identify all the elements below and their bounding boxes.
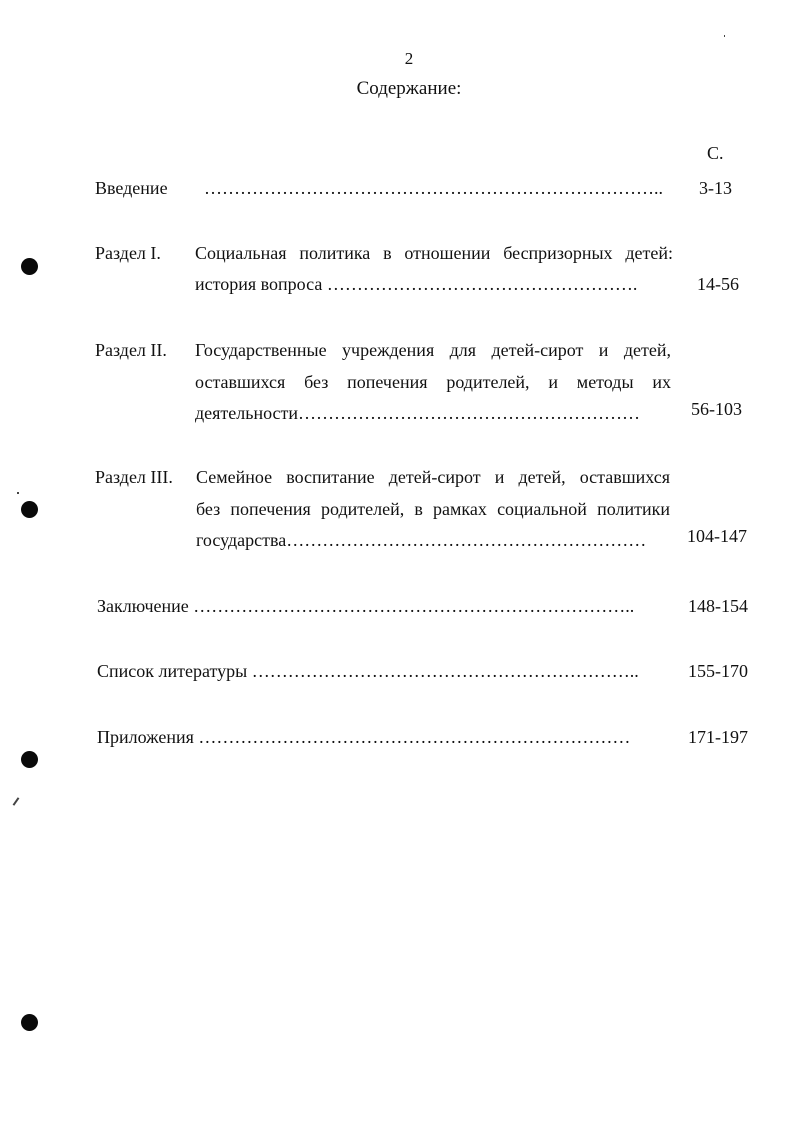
page-title: Содержание: — [356, 78, 462, 99]
toc-entry-line: без попечения родителей, в рамках социальной политики — [196, 499, 670, 519]
toc-entry-label: Раздел I. — [95, 243, 161, 263]
toc-entry-label: Раздел II. — [95, 340, 167, 360]
scan-speck — [17, 492, 19, 494]
toc-entry-line: Государственные учреждения для детей-сирот и детей, — [195, 340, 671, 360]
punch-hole — [21, 258, 38, 275]
toc-entry-section-1 — [95, 242, 675, 302]
toc-entry-section-2 — [95, 339, 675, 429]
toc-entry-text: Список литературы ……………………………………………………….. — [97, 661, 639, 681]
punch-hole — [21, 751, 38, 768]
toc-entry-line: деятельности………………………………………………… — [195, 403, 641, 423]
toc-entry-pages: 148-154 — [688, 596, 748, 616]
toc-entry-line: история вопроса ……………………………………………. — [195, 274, 638, 294]
scan-speck — [13, 797, 20, 806]
toc-entry-text: Заключение ……………………………………………………………….. — [97, 596, 635, 616]
punch-hole — [21, 1014, 38, 1031]
toc-entry-section-3 — [95, 466, 675, 556]
toc-entry-line: Семейное воспитание детей-сирот и детей, оставшихся — [196, 467, 670, 487]
toc-entry-pages: 56-103 — [691, 399, 742, 419]
page-number: 2 — [404, 49, 414, 68]
toc-entry-pages: 171-197 — [688, 727, 748, 747]
toc-entry-line: оставшихся без попечения родителей, и методы их — [195, 372, 671, 392]
toc-entry-pages: 14-56 — [697, 274, 739, 294]
toc-entry-pages: 155-170 — [688, 661, 748, 681]
pages-column-header: С. — [707, 143, 724, 163]
toc-entry-pages: 3-13 — [699, 178, 732, 198]
punch-hole — [21, 501, 38, 518]
toc-entry-text: Приложения ……………………………………………………………… — [97, 727, 631, 747]
toc-entry-label: Раздел III. — [95, 467, 173, 487]
toc-entry-line: Социальная политика в отношении беспризорных детей: — [195, 243, 673, 263]
scan-speck — [724, 35, 725, 37]
toc-entry-line: государства…………………………………………………… — [196, 530, 647, 550]
toc-entry-text: Введение ………………………………………………………………….. — [95, 178, 663, 198]
toc-entry-pages: 104-147 — [687, 526, 747, 546]
